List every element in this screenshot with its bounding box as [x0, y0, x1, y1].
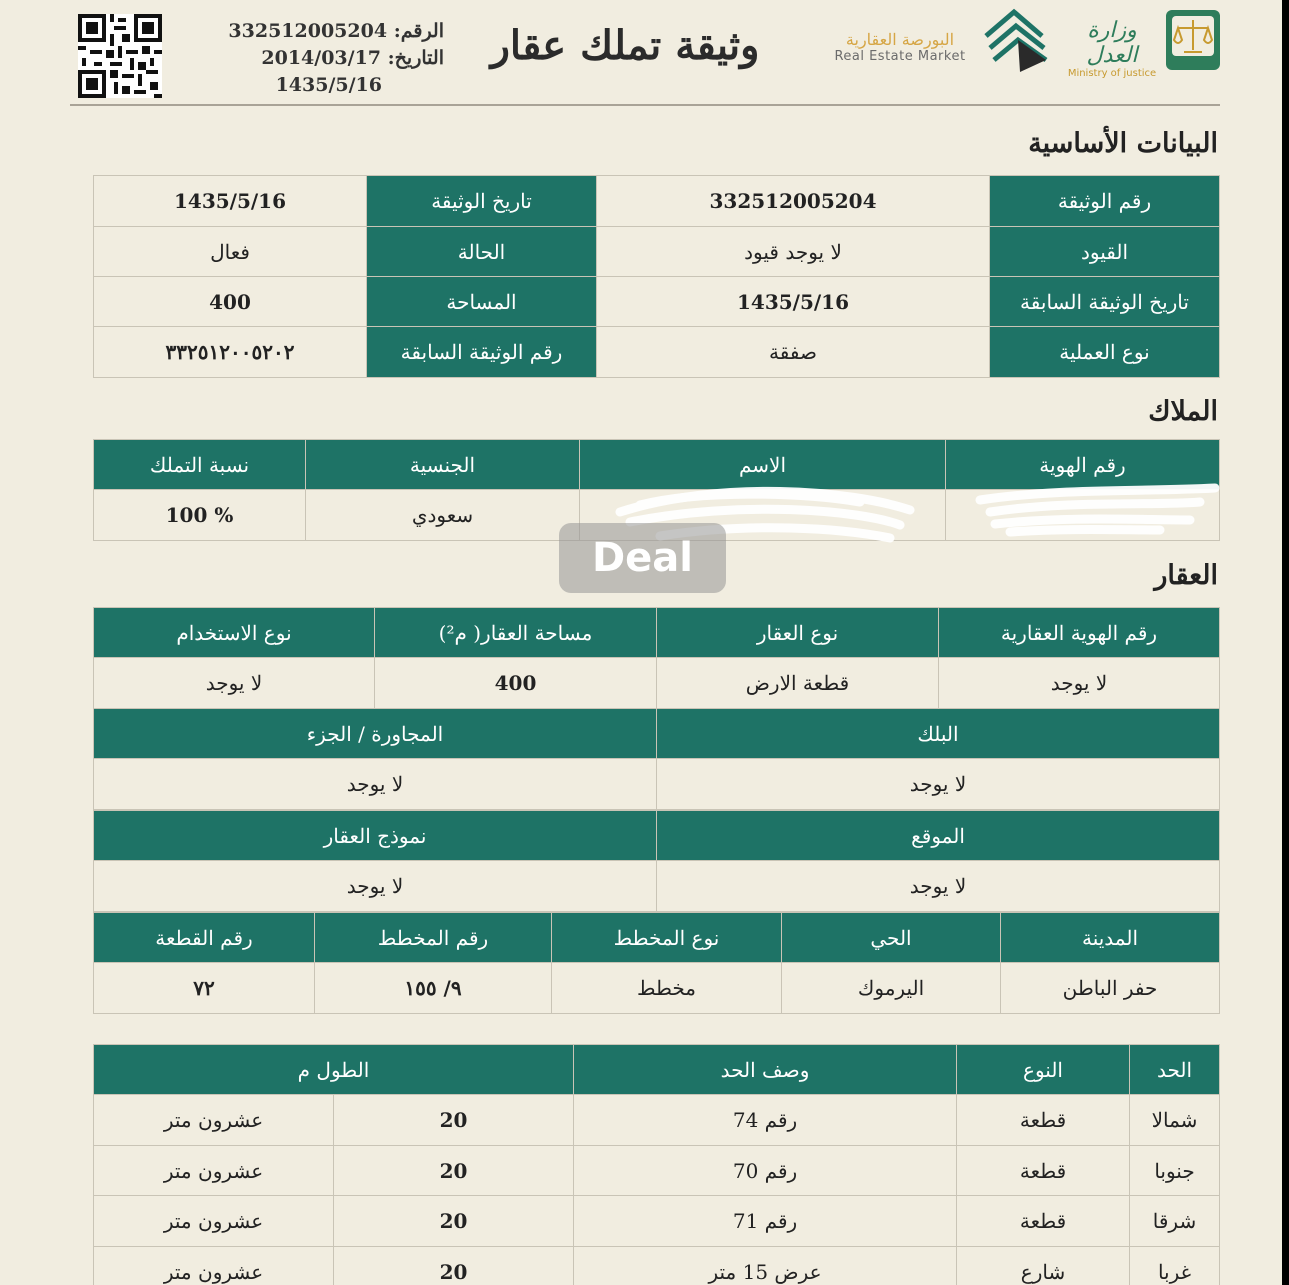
section-title-property: العقار: [1154, 560, 1218, 591]
page-title: وثيقة تملك عقار: [490, 22, 760, 69]
property-table: [93, 607, 1220, 709]
boundaries-table: [93, 1044, 1220, 1285]
bound-type: شارع: [957, 1247, 1130, 1285]
table-row: [94, 1196, 1220, 1247]
bound-type: قطعة: [957, 1146, 1130, 1196]
header-plan-number: رقم المخطط: [315, 913, 552, 963]
header-district: الحي: [782, 913, 1001, 963]
value-block: لا يوجد: [657, 759, 1220, 810]
value-document-date: 1435/5/16: [94, 176, 367, 227]
header-usage-type: نوع الاستخدام: [94, 608, 375, 658]
owner-id-redacted: [946, 490, 1220, 541]
date-value: 2014/03/17: [261, 47, 382, 69]
bound-length-text: عشرون متر: [94, 1146, 334, 1196]
bound-length-text: عشرون متر: [94, 1095, 334, 1146]
bound-description: رقم 71: [574, 1196, 957, 1247]
header-property-type: نوع العقار: [657, 608, 939, 658]
location-table: [93, 810, 1220, 912]
label-operation-type: نوع العملية: [990, 327, 1220, 378]
bound-length: 20: [334, 1196, 574, 1247]
section-title-owners: الملاك: [1148, 396, 1218, 427]
document-date-line: [204, 45, 444, 72]
bound-side: شرقا: [1130, 1196, 1220, 1247]
value-previous-document-number: ٣٣٢٥١٢٠٠٥٢٠٢: [94, 327, 367, 378]
table-header-row: [94, 440, 1220, 490]
value-property-id: لا يوجد: [939, 658, 1220, 709]
bound-length-text: عشرون متر: [94, 1247, 334, 1285]
header-block: البلك: [657, 709, 1220, 759]
value-plot-number: ٧٢: [94, 963, 315, 1014]
basic-data-table: [93, 175, 1220, 378]
value-operation-type: صفقة: [597, 327, 990, 378]
moj-arabic-text: وزارة العدل: [1086, 18, 1138, 68]
justice-scales-emblem-icon: [1164, 6, 1222, 72]
value-district: اليرموك: [782, 963, 1001, 1014]
bound-length: 20: [334, 1247, 574, 1285]
label-area: المساحة: [367, 277, 597, 327]
header-property-model: نموذج العقار: [94, 811, 657, 861]
header-property-id: رقم الهوية العقارية: [939, 608, 1220, 658]
label-document-number: رقم الوثيقة: [990, 176, 1220, 227]
value-property-area: 400: [375, 658, 657, 709]
bound-length-text: عشرون متر: [94, 1196, 334, 1247]
bound-description: رقم 74: [574, 1095, 957, 1146]
value-property-model: لا يوجد: [94, 861, 657, 912]
header-length: الطول م: [94, 1045, 574, 1095]
value-usage-type: لا يوجد: [94, 658, 375, 709]
value-plan-number: ٩/ ١٥٥: [315, 963, 552, 1014]
bound-length: 20: [334, 1095, 574, 1146]
bound-length: 20: [334, 1146, 574, 1196]
table-row: [94, 176, 1220, 227]
header-property-area: مساحة العقار( م²): [375, 608, 657, 658]
document-number-line: [204, 18, 444, 45]
table-row: [94, 658, 1220, 709]
real-estate-market-logo: [830, 30, 970, 64]
header-plot-number: رقم القطعة: [94, 913, 315, 963]
value-neighborhood-part: لا يوجد: [94, 759, 657, 810]
header-nationality: الجنسية: [306, 440, 580, 490]
bound-type: قطعة: [957, 1196, 1130, 1247]
bound-type: قطعة: [957, 1095, 1130, 1146]
label-restrictions: القيود: [990, 227, 1220, 277]
hijri-date: 1435/5/16: [275, 74, 382, 96]
value-restrictions: لا يوجد قيود: [597, 227, 990, 277]
number-value: 332512005204: [228, 20, 388, 42]
bound-side: غربا: [1130, 1247, 1220, 1285]
rem-arabic-text: البورصة العقارية: [845, 30, 955, 49]
table-header-row: [94, 811, 1220, 861]
header-boundary-description: وصف الحد: [574, 1045, 957, 1095]
value-previous-document-date: 1435/5/16: [597, 277, 990, 327]
value-plan-type: مخطط: [552, 963, 782, 1014]
bound-side: شمالا: [1130, 1095, 1220, 1146]
value-document-number: 332512005204: [597, 176, 990, 227]
label-previous-document-number: رقم الوثيقة السابقة: [367, 327, 597, 378]
header-type: النوع: [957, 1045, 1130, 1095]
header-neighborhood-part: المجاورة / الجزء: [94, 709, 657, 759]
header-boundary: الحد: [1130, 1045, 1220, 1095]
value-area: 400: [94, 277, 367, 327]
table-row: [94, 1095, 1220, 1146]
table-header-row: [94, 608, 1220, 658]
city-table: [93, 912, 1220, 1014]
ministry-of-justice-logo: [1062, 18, 1162, 79]
date-label: التاريخ:: [387, 47, 444, 69]
moj-english-text: Ministry of justice: [1067, 68, 1157, 79]
header-name: الاسم: [580, 440, 946, 490]
table-row: [94, 861, 1220, 912]
bound-description: عرض 15 متر: [574, 1247, 957, 1285]
bound-side: جنوبا: [1130, 1146, 1220, 1196]
rem-english-text: Real Estate Market: [834, 49, 966, 64]
number-label: الرقم:: [393, 20, 444, 42]
header-ownership-share: نسبة التملك: [94, 440, 306, 490]
value-location: لا يوجد: [657, 861, 1220, 912]
label-previous-document-date: تاريخ الوثيقة السابقة: [990, 277, 1220, 327]
header-plan-type: نوع المخطط: [552, 913, 782, 963]
table-row: [94, 327, 1220, 378]
real-estate-market-emblem-icon: [980, 6, 1052, 74]
value-city: حفر الباطن: [1001, 963, 1220, 1014]
label-status: الحالة: [367, 227, 597, 277]
deal-watermark: Deal: [559, 523, 726, 593]
header-id-number: رقم الهوية: [946, 440, 1220, 490]
label-document-date: تاريخ الوثيقة: [367, 176, 597, 227]
table-row: [94, 1247, 1220, 1285]
table-row: [94, 759, 1220, 810]
header-city: المدينة: [1001, 913, 1220, 963]
table-header-row: [94, 709, 1220, 759]
owner-nationality: سعودي: [306, 490, 580, 541]
header-divider: [70, 104, 1220, 106]
table-header-row: [94, 913, 1220, 963]
block-table: [93, 708, 1220, 810]
qr-code: [78, 14, 162, 98]
section-title-basic: البيانات الأساسية: [1028, 128, 1218, 159]
header-location: الموقع: [657, 811, 1220, 861]
bound-description: رقم 70: [574, 1146, 957, 1196]
value-property-type: قطعة الارض: [657, 658, 939, 709]
table-row: [94, 1146, 1220, 1196]
value-status: فعال: [94, 227, 367, 277]
table-row: [94, 963, 1220, 1014]
table-row: [94, 277, 1220, 327]
table-header-row: [94, 1045, 1220, 1095]
table-row: [94, 227, 1220, 277]
owner-share: % 100: [94, 490, 306, 541]
document-meta: [204, 18, 444, 99]
